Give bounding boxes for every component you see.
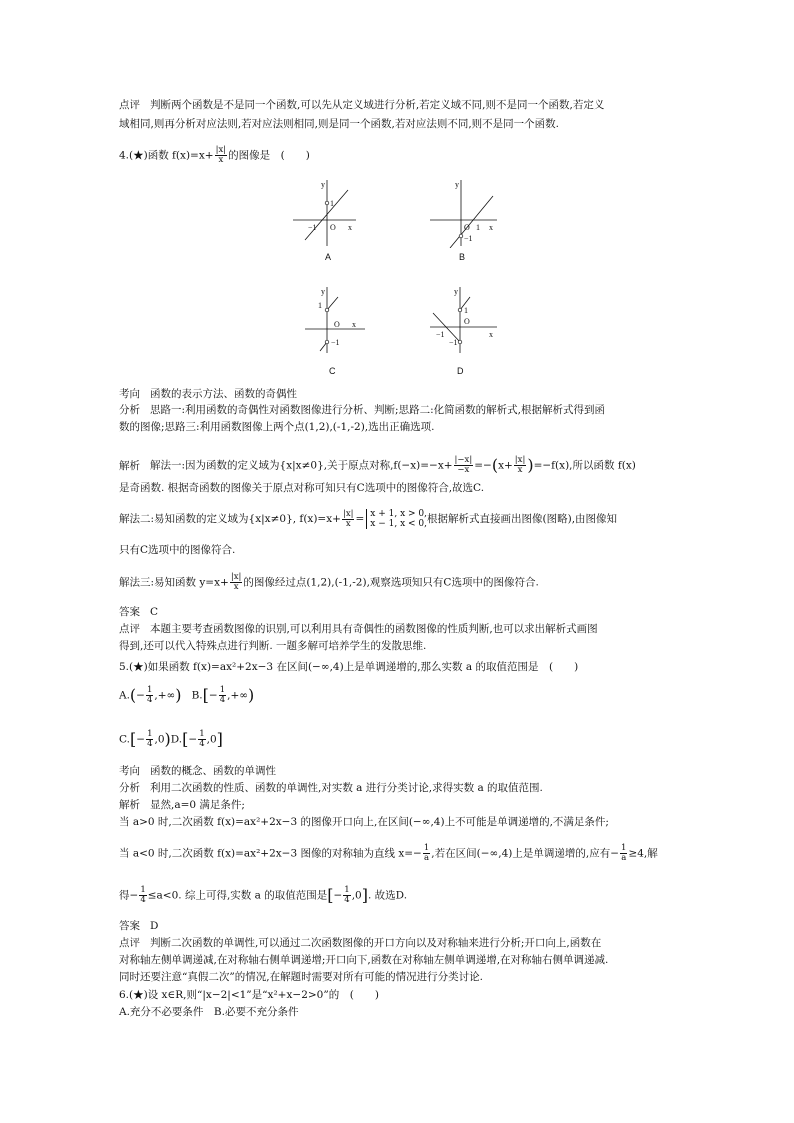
- q4-stem-fraction: [215, 146, 228, 165]
- case-1: x + 1, x > 0,: [370, 509, 428, 519]
- graph-c: [300, 285, 370, 355]
- opt-d-label: D.: [170, 733, 183, 746]
- graph-c-x: x: [352, 320, 356, 329]
- opt-c-minus: −: [136, 733, 146, 746]
- jx4-c: . 故选D.: [367, 889, 408, 902]
- q6-options: A.充分不必要条件 B.必要不充分条件: [119, 1006, 299, 1018]
- q4-answer: [119, 605, 158, 619]
- q5-answer: [119, 919, 158, 933]
- opt-d-frac: [198, 730, 205, 749]
- frac-den: x: [345, 518, 351, 529]
- bracket-left: [: [130, 729, 137, 749]
- paren-left: (: [129, 685, 137, 705]
- bracket-left: [: [327, 885, 334, 905]
- answer-tag: 答案: [119, 920, 140, 932]
- q5-fenxi: [119, 781, 543, 795]
- q5-jiexi-2: 当 a>0 时,二次函数 f(x)=ax²+2x−3 的图像开口向上,在区间(−∞,4)上不可能是单调递增的,不满足条件;: [119, 816, 609, 828]
- q5-dianping-2: 对称轴左侧单调递减,在对称轴右侧单调递增;开口向下,函数在对称轴左侧单调递增,在对称轴右侧单调递减.: [119, 954, 609, 966]
- jx2-b: 根据解析式直接画出图像(图略),由图像知: [427, 513, 618, 525]
- paren-right: ): [175, 685, 182, 705]
- q5-jiexi-3: [119, 844, 658, 863]
- jx1-c: x+: [498, 459, 513, 472]
- paren-right: ): [164, 729, 171, 749]
- jx4-b: ≤a<0. 综上可得,实数 a 的取值范围是: [147, 889, 328, 902]
- frac-den: 4: [146, 695, 153, 705]
- opt-b-label: B.: [191, 689, 203, 702]
- answer-tag: 答案: [119, 606, 140, 618]
- jx2-frac: [342, 510, 355, 529]
- opt-b-frac: [219, 686, 226, 705]
- comment-line-2: 域相同,则再分析对应法则,若对应法则相同,则是同一个函数,若对应法则不同,则不是同一个函数.: [119, 118, 560, 130]
- opt-a-label: A.: [119, 689, 130, 702]
- q4-fenxi-1: [119, 403, 605, 417]
- jx1-frac-2: [514, 456, 527, 475]
- graph-a-label: A: [325, 252, 332, 262]
- dianping-tag: 点评: [119, 623, 140, 635]
- jx1-d: =−f(x),所以函数 f(x): [533, 459, 636, 472]
- bracket-left: [: [202, 685, 209, 705]
- paren-left: (: [491, 455, 499, 475]
- graph-a-tick-1: 1: [330, 199, 334, 208]
- frac-num: 1: [344, 885, 350, 895]
- answer-value: D: [150, 920, 159, 932]
- opt-c-frac: [146, 730, 153, 749]
- opt-a-post: ,+∞: [154, 689, 176, 702]
- q4-dianping-2: 得到,还可以代入特殊点进行判断. 一题多解可培养学生的发散思维.: [119, 640, 427, 652]
- fenxi-text: 利用二次函数的性质、函数的单调性,对实数 a 进行分类讨论,求得实数 a 的取值范围.: [150, 782, 543, 794]
- q4-jiexi-2: 解法二:易知函数的定义域为{x|x≠0}, f(x)=x+ $\frac{|x|}{x}$ = x + 1, x > 0, x − 1, x < 0, 根据解析式直接画出图像(图略),由图像知: [119, 508, 618, 529]
- frac-num: |x|: [342, 508, 354, 519]
- frac-num: 1: [199, 729, 205, 739]
- q4-stem-pre: 4.(★)函数 f(x)=x+: [119, 149, 214, 162]
- graph-b: [425, 178, 500, 248]
- jx4-frac: [139, 886, 146, 905]
- kaoxiang-text: 函数的概念、函数的单调性: [150, 765, 276, 777]
- graph-b-origin: O: [464, 223, 470, 232]
- bracket-right: ]: [361, 885, 368, 905]
- graph-d-y: y: [454, 287, 458, 296]
- jx4-minus: −: [333, 889, 343, 902]
- graph-a-x: x: [348, 223, 352, 232]
- frac-num: 1: [219, 685, 226, 695]
- comment-line-1: [119, 98, 604, 112]
- kaoxiang-tag: 考向: [119, 388, 140, 400]
- jx1-a: 解法一:因为函数的定义域为{x|x≠0},关于原点对称,f(−x)=−x+: [150, 459, 453, 472]
- opt-b-minus: −: [208, 689, 218, 702]
- graph-d-tick-1: 1: [464, 306, 468, 315]
- frac-num: |x|: [230, 572, 242, 582]
- q4-jiexi-2b: 只有C选项中的图像符合.: [119, 544, 236, 556]
- kaoxiang-tag: 考向: [119, 765, 140, 777]
- graph-d-x: x: [489, 330, 493, 339]
- graph-d-tick-neg1-y: −1: [449, 338, 458, 347]
- dianping-text: 判断二次函数的单调性,可以通过二次函数图像的开口方向以及对称轴来进行分析;开口向上,函数在: [150, 937, 602, 949]
- frac-num: |−x|: [454, 455, 473, 465]
- graph-b-label: B: [459, 252, 466, 262]
- jx3-a: 当 a<0 时,二次函数 f(x)=ax²+2x−3 图像的对称轴为直线 x=−: [119, 847, 422, 860]
- q4-jiexi-3: [119, 573, 539, 592]
- frac-den: 4: [199, 739, 205, 749]
- q5-options-ab: [119, 686, 254, 705]
- frac-num: |x|: [215, 145, 227, 155]
- graph-c-tick-neg1: −1: [331, 338, 340, 347]
- frac-num: |x|: [514, 455, 526, 465]
- frac-den: 4: [219, 695, 226, 705]
- graph-c-origin: O: [334, 320, 340, 329]
- opt-a-frac: [146, 686, 153, 705]
- fenxi-tag: 分析: [119, 782, 140, 794]
- fenxi-text: 思路一:利用函数的奇偶性对函数图像进行分析、判断;思路二:化简函数的解析式,根据解析式得到函: [150, 404, 605, 416]
- jx1-text: 显然,a=0 满足条件;: [150, 799, 245, 811]
- graph-b-tick-neg1: −1: [464, 234, 473, 243]
- jx4-a: 得−: [119, 889, 139, 902]
- graph-a: [288, 178, 358, 248]
- answer-value: C: [150, 606, 159, 618]
- q4-jiexi-1b: 是奇函数. 根据奇函数的图像关于原点对称可知只有C选项中的图像符合,故选C.: [119, 482, 485, 494]
- q4-dianping-1: [119, 622, 598, 636]
- jiexi-tag: 解析: [119, 799, 140, 811]
- case-2: x − 1, x < 0,: [370, 519, 428, 529]
- jx3-a: 解法三:易知函数 y=x+: [119, 576, 229, 589]
- frac-den: a: [621, 853, 627, 863]
- q4-fenxi-2: 数的图像;思路三:利用函数图像上两个点(1,2),(-1,-2),选出正确选项.: [119, 421, 435, 433]
- jx3-frac: [230, 573, 243, 592]
- jx3-c: ≥4,解: [628, 847, 658, 860]
- opt-c-label: C.: [119, 733, 130, 746]
- comment-tag: 点评: [119, 99, 140, 111]
- graph-c-tick-1: 1: [318, 301, 322, 310]
- opt-d-minus: −: [188, 733, 198, 746]
- frac-num: 1: [147, 729, 153, 739]
- frac-den: a: [424, 853, 430, 863]
- q5-kaoxiang: [119, 764, 276, 778]
- paren-right: ): [248, 685, 255, 705]
- graph-d-origin: O: [464, 317, 470, 326]
- q5-jiexi-1: [119, 798, 245, 812]
- graph-b-x: x: [489, 223, 493, 232]
- jx1-b: =−: [474, 459, 492, 472]
- jiexi-tag: 解析: [119, 459, 140, 472]
- q5-jiexi-4: [119, 886, 407, 905]
- frac-num: 1: [423, 843, 430, 853]
- jx3-b: ,若在区间(−∞,4)上是单调递增的,应有−: [431, 847, 620, 860]
- dianping-tag: 点评: [119, 937, 140, 949]
- q6-stem: 6.(★)设 x∈R,则“|x−2|<1”是“x²+x−2>0”的 ( ): [119, 989, 379, 1001]
- jx3-frac: [423, 844, 430, 863]
- q5-stem: 5.(★)如果函数 f(x)=ax²+2x−3 在区间(−∞,4)上是单调递增的,那么实数 a 的取值范围是 ( ): [119, 661, 579, 673]
- q5-dianping-1: [119, 936, 601, 950]
- jx2-a: 解法二:易知函数的定义域为{x|x≠0}, f(x)=x+: [119, 513, 341, 525]
- opt-a-minus: −: [136, 689, 145, 702]
- frac-den: x: [233, 582, 239, 592]
- frac-num: 1: [146, 685, 153, 695]
- frac-den: 4: [140, 895, 146, 905]
- q5-options-cd: [119, 730, 223, 749]
- piecewise-brace: [366, 509, 427, 529]
- frac-den: −x: [457, 465, 470, 475]
- graph-b-y: y: [455, 180, 459, 189]
- q4-stem: [119, 146, 310, 165]
- opt-c-post: ,0: [154, 733, 165, 746]
- graph-b-tick-1: 1: [476, 223, 480, 232]
- q5-dianping-3: 同时还要注意“真假二次”的情况,在解题时需要对所有可能的情况进行分类讨论.: [119, 971, 483, 983]
- bracket-left: [: [182, 729, 189, 749]
- jx4-frac-2: [343, 886, 350, 905]
- graph-a-origin: O: [330, 223, 336, 232]
- graph-a-y: y: [321, 180, 325, 189]
- frac-num: 1: [621, 843, 627, 853]
- frac-num: 1: [140, 885, 146, 895]
- graph-d-label: D: [457, 366, 464, 376]
- comment-text: 判断两个函数是不是同一个函数,可以先从定义域进行分析,若定义域不同,则不是同一个函数,若定义: [150, 99, 605, 111]
- frac-den: x: [218, 155, 224, 165]
- jx4-post: ,0: [351, 889, 362, 902]
- frac-den: x: [517, 465, 523, 475]
- opt-d-post: ,0: [206, 733, 217, 746]
- graph-a-tick-neg1: −1: [308, 223, 317, 232]
- fenxi-tag: 分析: [119, 404, 140, 416]
- jx3-b: 的图像经过点(1,2),(-1,-2),观察选项知只有C选项中的图像符合.: [243, 576, 539, 589]
- graph-d-tick-neg1-x: −1: [436, 330, 445, 339]
- graph-c-y: y: [321, 287, 325, 296]
- jx3-frac-2: [620, 844, 627, 863]
- graph-d: [425, 285, 500, 355]
- frac-den: 4: [147, 739, 153, 749]
- frac-den: 4: [344, 895, 350, 905]
- kaoxiang-text: 函数的表示方法、函数的奇偶性: [150, 388, 297, 400]
- opt-b-post: ,+∞: [227, 689, 248, 702]
- paren-right: ): [527, 455, 534, 475]
- q4-jiexi-1: [119, 456, 636, 475]
- q4-stem-post: 的图像是 ( ): [228, 149, 310, 162]
- q4-kaoxiang: [119, 387, 297, 401]
- dianping-text: 本题主要考查函数图像的识别,可以利用具有奇偶性的函数图像的性质判断,也可以求出解析式画图: [150, 623, 598, 635]
- graph-c-label: C: [329, 366, 336, 376]
- bracket-right: ]: [216, 729, 223, 749]
- jx1-frac: [454, 456, 474, 475]
